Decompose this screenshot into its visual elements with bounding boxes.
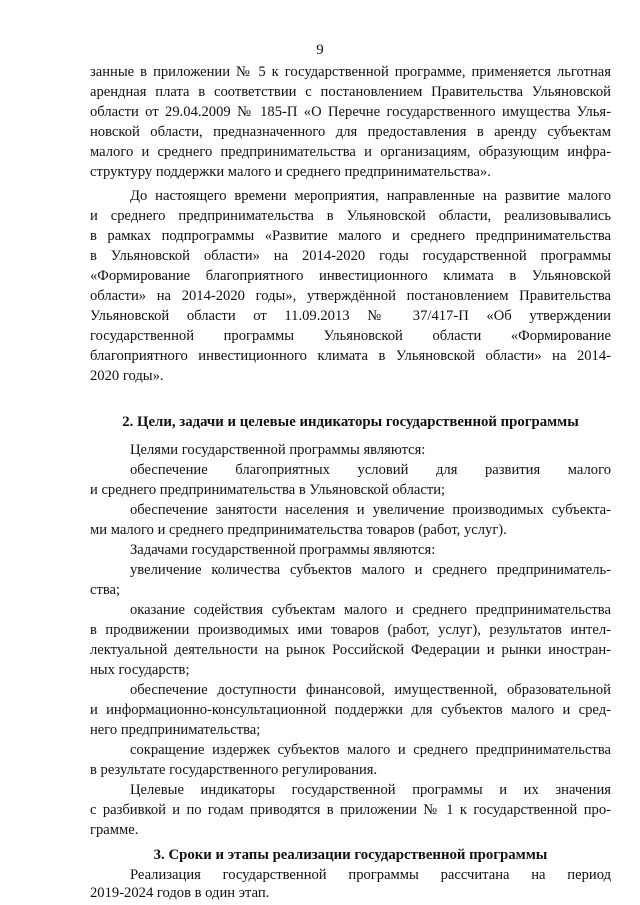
text-line: с разбивкой и по годам приводятся в приложении № 1 к государственной про- (90, 802, 611, 818)
text-line: благоприятного инвестиционного климата в Ульяновской области» на 2014- (90, 348, 611, 364)
text-line: Ульяновской области от 11.09.2013 № 37/417-П «Об утверждении (90, 308, 611, 324)
section-heading-goals: 2. Цели, задачи и целевые индикаторы государственной программы (122, 414, 579, 430)
text-line: оказание содействия субъектам малого и среднего предпринимательства (130, 602, 611, 618)
text-line: ства; (90, 582, 121, 598)
text-line: обеспечение доступности финансовой, имущественной, образовательной (130, 682, 611, 698)
text-line: в продвижении производимых ими товаров (работ, услуг), результатов интел- (90, 622, 611, 638)
text-line: в результате государственного регулирования. (90, 762, 378, 778)
text-line: Реализация государственной программы рассчитана на период (130, 867, 611, 883)
text-line: сокращение издержек субъектов малого и среднего предпринимательства (130, 742, 611, 758)
text-line: него предпринимательства; (90, 722, 261, 738)
text-line: и среднего предпринимательства в Ульяновской области; (90, 482, 446, 498)
text-line: ми малого и среднего предпринимательства товаров (работ, услуг). (90, 522, 507, 538)
text-line: арендная плата в соответствии с постановлением Правительства Ульяновской (90, 84, 611, 100)
text-line: области» на 2014-2020 годы», утверждённой постановлением Правительства (90, 288, 611, 304)
text-line: новской области, предназначенного для предоставления в аренду субъектам (90, 124, 611, 140)
text-line: в Ульяновской области» на 2014-2020 годы государственной программы (90, 248, 611, 264)
section-heading-timeline: 3. Сроки и этапы реализации государственной программы (153, 847, 548, 863)
text-line: Целями государственной программы являются: (130, 442, 426, 458)
text-line: ных государств; (90, 662, 190, 678)
text-line: области от 29.04.2009 № 185-П «О Перечне государственного имущества Улья- (90, 104, 611, 120)
text-line: государственной программы Ульяновской области «Формирование (90, 328, 611, 344)
text-line: «Формирование благоприятного инвестиционного климата в Ульяновской (90, 268, 611, 284)
text-line: До настоящего времени мероприятия, направленные на развитие малого (130, 188, 611, 204)
text-line: обеспечение благоприятных условий для развития малого (130, 462, 611, 478)
text-line: 2019-2024 годов в один этап. (90, 885, 270, 901)
text-line: структуру поддержки малого и среднего предпринимательства». (90, 164, 491, 180)
text-line: и среднего предпринимательства в Ульяновской области, реализовывались (90, 208, 611, 224)
text-line: 2020 годы». (90, 368, 164, 384)
text-line: лектуальной деятельности на рынок Российской Федерации и рынки иностран- (90, 642, 611, 658)
text-line: в рамках подпрограммы «Развитие малого и среднего предпринимательства (90, 228, 611, 244)
page-number: 9 (316, 42, 324, 58)
text-line: Задачами государственной программы являются: (130, 542, 436, 558)
text-line: занные в приложении № 5 к государственной программе, применяется льготная (90, 64, 611, 80)
text-line: обеспечение занятости населения и увеличение производимых субъекта- (130, 502, 611, 518)
text-line: малого и среднего предпринимательства и организациям, образующим инфра- (90, 144, 611, 160)
text-line: и информационно-консультационной поддержки для субъектов малого и сред- (90, 702, 611, 718)
text-line: увеличение количества субъектов малого и среднего предприниматель- (130, 562, 611, 578)
text-line: Целевые индикаторы государственной программы и их значения (130, 782, 611, 798)
text-line: грамме. (90, 822, 139, 838)
